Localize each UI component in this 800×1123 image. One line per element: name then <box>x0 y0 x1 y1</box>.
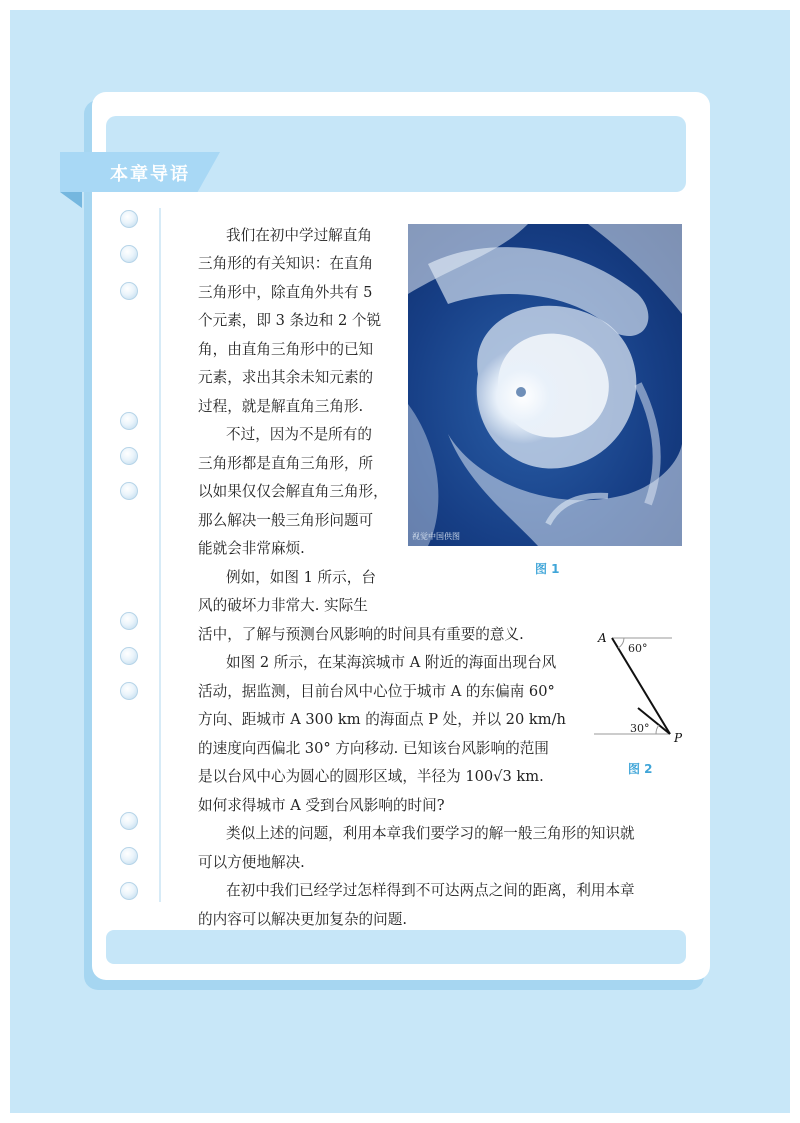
paragraph-typhoon-line: 例如，如图 1 所示，台 <box>226 569 376 586</box>
typhoon-satellite-image <box>408 224 682 546</box>
paragraph-typhoon-line: 活中，了解与预测台风影响的时间具有重要的意义. <box>198 626 524 643</box>
binder-rings <box>116 200 146 920</box>
paragraph-general-line: 那么解决一般三角形问题可 <box>198 512 374 529</box>
paragraph-general-line: 以如果仅仅会解直角三角形， <box>198 483 388 500</box>
paragraph-intro-line: 我们在初中学过解直角 <box>226 227 372 244</box>
typhoon-path-svg <box>594 624 700 748</box>
paragraph-general-line: 三角形都是直角三角形，所 <box>198 455 374 472</box>
point-p-label: P <box>674 731 683 745</box>
section-title: 本章导语 <box>110 164 190 185</box>
angle-30-arc <box>656 725 659 734</box>
binder-ring-icon <box>120 210 138 228</box>
binder-ring-icon <box>120 812 138 830</box>
margin-line <box>159 208 161 902</box>
paragraph-intro-line: 个元素，即 3 条边和 2 个锐 <box>198 312 382 329</box>
footer-band <box>106 930 686 964</box>
figure-1-caption: 图 1 <box>535 562 560 576</box>
image-credit: 视觉中国供图 <box>412 532 460 541</box>
binder-ring-icon <box>120 647 138 665</box>
paragraph-intro-line: 角，由直角三角形中的已知 <box>198 341 374 358</box>
paragraph-intro-line: 过程，就是解直角三角形. <box>198 398 364 415</box>
angle-30-label: 30° <box>630 722 650 735</box>
figure-2-diagram <box>594 624 700 748</box>
binder-ring-icon <box>120 882 138 900</box>
paragraph-problem-line: 如何求得城市 A 受到台风影响的时间? <box>198 797 445 814</box>
point-a-label: A <box>598 631 607 645</box>
paragraph-distance-line: 在初中我们已经学过怎样得到不可达两点之间的距离，利用本章 <box>226 882 635 899</box>
binder-ring-icon <box>120 245 138 263</box>
binder-ring-icon <box>120 847 138 865</box>
binder-ring-icon <box>120 482 138 500</box>
paragraph-method-line: 可以方便地解决. <box>198 854 305 871</box>
paragraph-problem-line: 的速度向西偏北 30° 方向移动. 已知该台风影响的范围 <box>198 740 549 757</box>
binder-ring-icon <box>120 447 138 465</box>
paragraph-problem-line: 方向、距城市 A 300 km 的海面点 P 处，并以 20 km/h <box>198 711 566 728</box>
binder-ring-icon <box>120 682 138 700</box>
angle-60-label: 60° <box>628 642 648 655</box>
paragraph-typhoon-line: 风的破坏力非常大. 实际生 <box>198 597 368 614</box>
paragraph-problem-line: 如图 2 所示，在某海滨城市 A 附近的海面出现台风 <box>226 654 557 671</box>
binder-ring-icon <box>120 412 138 430</box>
angle-60-arc <box>618 638 624 648</box>
paragraph-problem-line: 是以台风中心为圆心的圆形区域，半径为 100√3 km. <box>198 768 544 785</box>
paragraph-intro-line: 三角形中，除直角外共有 5 <box>198 284 373 301</box>
binder-ring-icon <box>120 612 138 630</box>
typhoon-image-svg <box>408 224 682 546</box>
paragraph-general-line: 不过，因为不是所有的 <box>226 426 372 443</box>
figure-2-caption: 图 2 <box>628 762 653 776</box>
paragraph-distance-line: 的内容可以解决更加复杂的问题. <box>198 911 407 928</box>
paragraph-method-line: 类似上述的问题，利用本章我们要学习的解一般三角形的知识就 <box>226 825 635 842</box>
binder-ring-icon <box>120 282 138 300</box>
paragraph-intro-line: 元素，求出其余未知元素的 <box>198 369 374 386</box>
paragraph-problem-line: 活动，据监测，目前台风中心位于城市 A 的东偏南 60° <box>198 683 555 700</box>
paragraph-general-line: 能就会非常麻烦. <box>198 540 305 557</box>
paragraph-intro-line: 三角形的有关知识：在直角 <box>198 255 374 272</box>
